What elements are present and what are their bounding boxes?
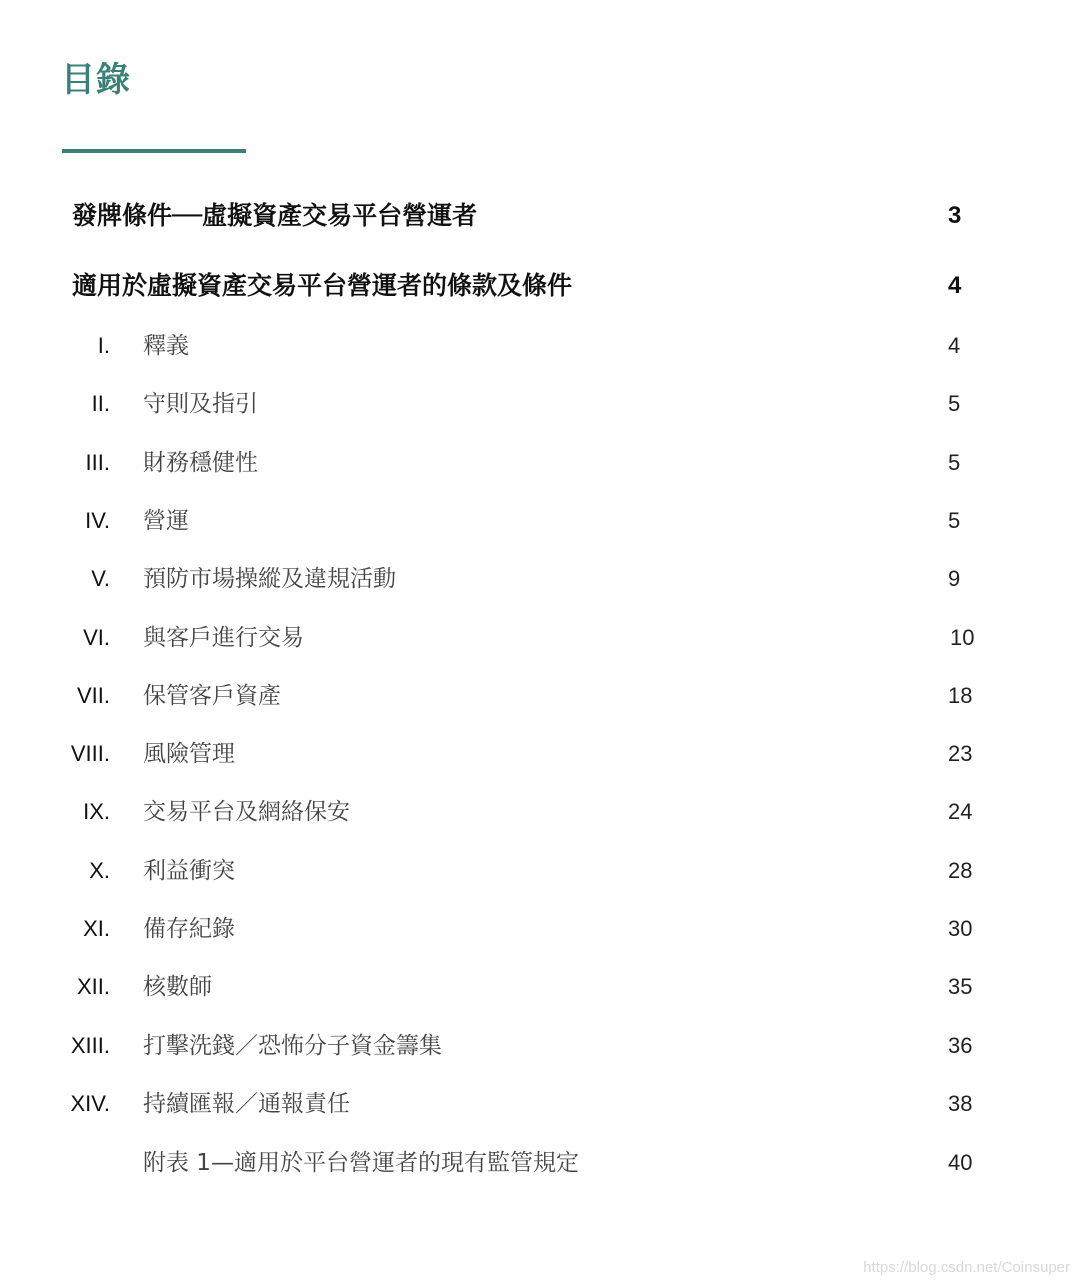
section-page: 38 <box>948 1091 973 1116</box>
section-numeral: IX. <box>83 799 110 824</box>
toc-section-6[interactable] <box>0 618 1080 658</box>
watermark: https://blog.csdn.net/Coinsuper <box>863 1259 1070 1276</box>
section-page: 35 <box>948 974 973 999</box>
section-label: 守則及指引 <box>143 391 258 417</box>
toc-section-10[interactable] <box>0 851 1080 891</box>
section-page: 28 <box>948 858 973 883</box>
section-page: 5 <box>948 450 961 475</box>
section-label: 釋義 <box>143 333 189 359</box>
section-numeral: VII. <box>76 683 110 708</box>
section-page: 5 <box>948 391 961 416</box>
toc-entry-terms-and-conditions[interactable] <box>0 266 1080 306</box>
section-label: 利益衝突 <box>143 858 235 884</box>
section-numeral: IV. <box>85 508 110 533</box>
section-label: 保管客戶資產 <box>143 683 281 709</box>
toc-section-5[interactable] <box>0 559 1080 599</box>
section-page: 9 <box>948 566 961 591</box>
section-label: 營運 <box>143 508 189 534</box>
appendix-label: 附表 1—適用於平台營運者的現有監管規定 <box>143 1150 579 1176</box>
toc-entry-page: 4 <box>948 272 962 299</box>
toc-appendix-1[interactable] <box>0 1143 1080 1183</box>
section-numeral: III. <box>85 450 110 475</box>
section-label: 風險管理 <box>143 741 235 767</box>
toc-entry-label: 適用於虛擬資產交易平台營運者的條款及條件 <box>72 271 573 300</box>
toc-section-1[interactable] <box>0 326 1080 366</box>
toc-section-4[interactable] <box>0 501 1080 541</box>
section-numeral: II. <box>91 391 110 416</box>
section-label: 預防市場操縱及違規活動 <box>143 566 396 592</box>
section-page: 30 <box>948 916 973 941</box>
section-numeral: VIII. <box>70 741 110 766</box>
section-numeral: XIII. <box>70 1033 110 1058</box>
toc-section-11[interactable] <box>0 909 1080 949</box>
section-numeral: XII. <box>76 974 110 999</box>
section-label: 財務穩健性 <box>143 450 258 476</box>
toc-section-7[interactable] <box>0 676 1080 716</box>
section-label: 與客戶進行交易 <box>143 625 304 651</box>
section-numeral: I. <box>97 333 110 358</box>
section-numeral: XIV. <box>70 1091 110 1116</box>
toc-section-13[interactable] <box>0 1026 1080 1066</box>
section-label: 交易平台及網絡保安 <box>143 799 350 825</box>
section-page: 10 <box>950 625 975 650</box>
section-page: 36 <box>948 1033 973 1058</box>
section-label: 打擊洗錢／恐怖分子資金籌集 <box>143 1033 442 1059</box>
section-numeral: XI. <box>83 916 110 941</box>
section-label: 備存紀錄 <box>143 916 235 942</box>
toc-entry-licensing-conditions[interactable] <box>0 196 1080 236</box>
section-page: 18 <box>948 683 973 708</box>
section-page: 23 <box>948 741 973 766</box>
title-underline <box>62 149 246 153</box>
section-page: 4 <box>948 333 961 358</box>
toc-section-9[interactable] <box>0 792 1080 832</box>
toc-section-8[interactable] <box>0 734 1080 774</box>
toc-section-3[interactable] <box>0 443 1080 483</box>
toc-entry-label: 發牌條件──虛擬資產交易平台營運者 <box>72 201 478 230</box>
appendix-page: 40 <box>948 1150 973 1175</box>
section-label: 持續匯報／通報責任 <box>143 1091 350 1117</box>
section-numeral: X. <box>89 858 110 883</box>
page-title: 目錄 <box>61 60 131 100</box>
toc-section-2[interactable] <box>0 384 1080 424</box>
section-label: 核數師 <box>143 974 212 1000</box>
section-page: 5 <box>948 508 961 533</box>
section-numeral: V. <box>91 566 110 591</box>
toc-section-14[interactable] <box>0 1084 1080 1124</box>
toc-entry-page: 3 <box>948 202 962 229</box>
section-page: 24 <box>948 799 973 824</box>
toc-section-12[interactable] <box>0 967 1080 1007</box>
section-numeral: VI. <box>83 625 110 650</box>
